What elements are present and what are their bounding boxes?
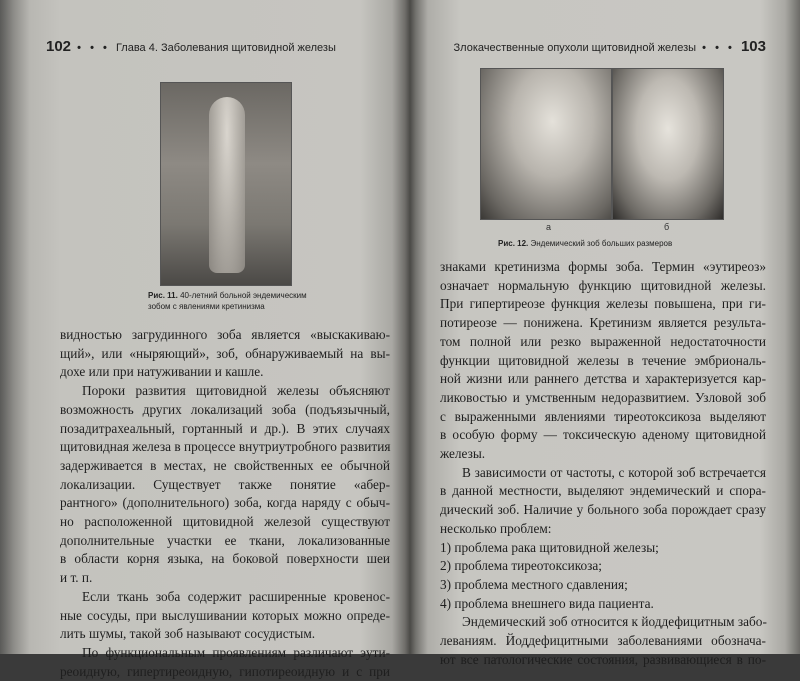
text-line: лить шумы, такой зоб называют сосудистым. (60, 626, 316, 642)
right-running-header (454, 38, 766, 55)
patient-figure (209, 97, 245, 273)
text-line: в данной местности, выделяют эндемический и спора- (440, 483, 766, 499)
text-line: потиреозе — понижена. Кретинизм является результа- (440, 315, 766, 331)
text-line: знаками кретинизма формы зоба. Термин «эутиреоз» (440, 259, 766, 274)
figure-12a-photo (480, 68, 612, 220)
figure-12b-label: б (664, 222, 670, 232)
right-header-title: Злокачественные опухоли щитовидной железы (453, 42, 697, 54)
left-running-header (46, 38, 336, 55)
list-item: 1) проблема рака щитовидной железы; (440, 539, 659, 555)
figure-12-caption (498, 238, 738, 249)
text-line: возможность других локализаций зоба (подъязычный, (60, 401, 390, 417)
text-line: дополнительные участки ее ткани, локализованные (60, 532, 390, 548)
text-line: задерживается в местах, не свойственных ее обычной (60, 457, 390, 473)
text-line: ные сосуды, при выслушивании которых можно опреде- (60, 607, 390, 623)
text-line: ликовостью и умственным недоразвитием. Узловой зоб (440, 389, 766, 405)
text-line: локализации. Существует также понятие «абер- (60, 476, 390, 492)
text-line: щитовидная железа в процессе внутриутробного развития (60, 439, 391, 455)
text-line: Если ткань зоба содержит расширенные кровенос- (82, 588, 390, 604)
right-body-text (440, 258, 766, 669)
list-item: 2) проблема тиреотоксикоза; (440, 558, 602, 574)
text-line: означает нормальную функцию щитовидной железы. (440, 277, 766, 293)
left-body-text (60, 326, 390, 681)
text-line: том полной или резко выраженной недостаточности (440, 333, 766, 349)
text-line: ной жизни или раннего детства и характеризуется кар- (440, 371, 766, 387)
text-line: По функциональным проявлениям различают эути- (82, 644, 390, 660)
left-page-number: 102 (46, 38, 72, 55)
text-line: позадитрахеальный, гортанный и др.). В этих случаях (60, 420, 390, 436)
figure-11-photo (160, 82, 292, 286)
text-line: но расположенной щитовидной железой существуют (60, 514, 390, 530)
right-page-number: 103 (740, 38, 766, 55)
text-line: видностью загрудинного зоба является «выскакиваю- (60, 327, 390, 342)
text-line: В зависимости от частоты, с которой зоб встречается (462, 464, 766, 480)
figure-12-caption-text: Эндемический зоб больших размеров (530, 239, 673, 248)
text-line: Пороки развития щитовидной железы объясняют (82, 383, 390, 399)
text-line: ют все патологические состояния, развивающиеся в по- (440, 651, 766, 667)
text-line: леваниям. Йоддефицитными заболеваниями обознача- (440, 633, 766, 649)
text-line: При гипертиреозе функция железы повышена, при ги- (440, 296, 766, 312)
figure-11-text: 40-летний больной эндемическим зобом с явлениями кретинизма (148, 291, 307, 311)
left-header-dots: • • • (77, 42, 110, 54)
text-line: в области корня языка, на боковой поверхности шеи (60, 551, 390, 567)
text-line: щий», или «ныряющий», зоб, обнаруживаемый на вы- (60, 345, 390, 361)
text-line: железы. (440, 446, 486, 462)
list-item: 3) проблема местного сдавления; (440, 576, 628, 592)
figure-11-label: Рис. 11. (148, 291, 178, 300)
figure-12b-photo (612, 68, 724, 220)
text-line: и т. п. (60, 570, 93, 586)
list-item: 4) проблема внешнего вида пациента. (440, 595, 654, 611)
right-header-dots: • • • (702, 42, 735, 54)
text-line: дохе или при натуживании и кашле. (60, 364, 264, 380)
text-line: несколько проблем: (440, 520, 552, 536)
left-header-title: Глава 4. Заболевания щитовидной железы (115, 42, 336, 54)
figure-12a-label: а (546, 222, 552, 232)
text-line: с выраженными явлениями тиреотоксикоза выделяют (440, 408, 766, 424)
text-line: функции щитовидной железы в течение эмбриональ- (440, 352, 766, 368)
text-line: реоидную, гипертиреоидную, гипотиреоидную и с при (60, 663, 390, 679)
figure-12-caption-label: Рис. 12. (498, 239, 529, 248)
text-line: в особую форму — токсическую аденому щитовидной (440, 427, 766, 443)
figure-11-caption (148, 290, 318, 312)
text-line: рантного» (дополнительного) зоба, когда наряду с обыч- (60, 495, 390, 511)
text-line: Эндемический зоб относится к йоддефицитным забо- (462, 614, 767, 630)
text-line: дический зоб. Наличие у больного зоба порождает сразу (440, 502, 766, 518)
